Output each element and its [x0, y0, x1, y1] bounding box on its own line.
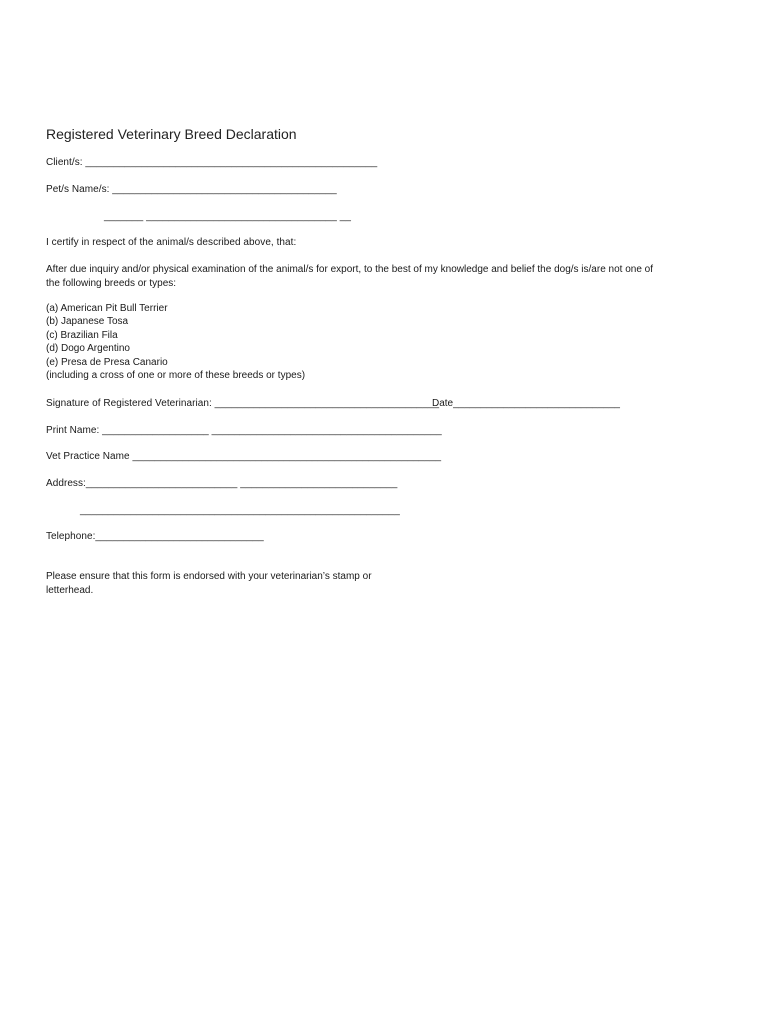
- client-field: Client/s: ____________________________________________________: [46, 157, 378, 168]
- breed-list-item: (c) Brazilian Fila: [46, 329, 118, 341]
- breed-list-note: (including a cross of one or more of these breeds or types): [46, 370, 306, 382]
- address-field-continuation: _________________________________________________________: [80, 505, 400, 516]
- certify-statement: I certify in respect of the animal/s described above, that:: [46, 237, 297, 248]
- vet-practice-field: Vet Practice Name _______________________________________________________: [46, 451, 442, 462]
- address-field: Address:___________________________ ____________________________: [46, 478, 398, 489]
- breed-list-item: (d) Dogo Argentino: [46, 343, 130, 355]
- pet-name-field: Pet/s Name/s: ________________________________________: [46, 184, 337, 195]
- telephone-field: Telephone:______________________________: [46, 531, 264, 542]
- breed-list-item: (a) American Pit Bull Terrier: [46, 303, 168, 314]
- inquiry-text-line-1: After due inquiry and/or physical examination of the animal/s for export, to the best of my knowledge and belief the dog/s is/are not one of: [46, 264, 654, 275]
- print-name-field: Print Name: ___________________ _________________________________________: [46, 425, 442, 436]
- endorsement-note-line-2: letterhead.: [46, 584, 94, 596]
- endorsement-note: [46, 570, 726, 597]
- document-title: Registered Veterinary Breed Declaration: [46, 126, 297, 142]
- date-field: Date______________________________: [432, 398, 620, 409]
- pet-name-field-continuation: _______ __________________________________ __: [104, 211, 351, 222]
- inquiry-paragraph: [46, 263, 726, 290]
- breed-list-item: (e) Presa de Presa Canario: [46, 356, 168, 368]
- breed-list: [46, 302, 305, 382]
- inquiry-text-line-2: the following breeds or types:: [46, 277, 177, 289]
- signature-field: Signature of Registered Veterinarian: ________________________________________: [46, 398, 440, 409]
- breed-list-item: (b) Japanese Tosa: [46, 316, 129, 328]
- endorsement-note-line-1: Please ensure that this form is endorsed with your veterinarian’s stamp or: [46, 571, 372, 582]
